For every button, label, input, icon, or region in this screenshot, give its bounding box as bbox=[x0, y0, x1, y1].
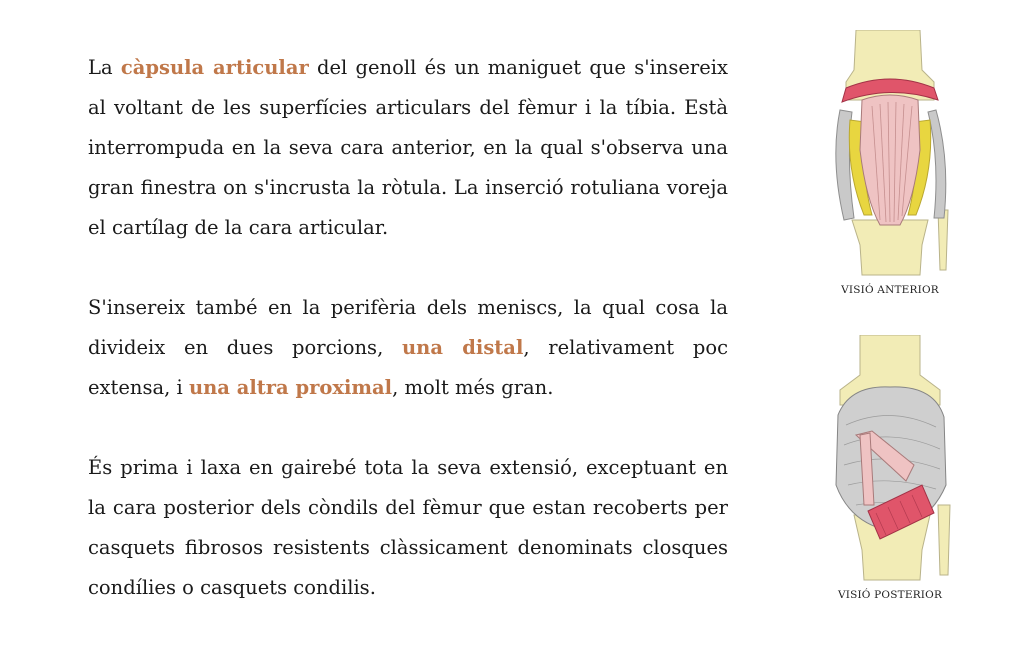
text-segment: És prima i laxa en gairebé tota la seva extensió, exceptuant en la cara posterior dels còndils del fèmur que estan recoberts per casquets fibrosos resistents clàssicament denominats closques condílies o casquets condilis. bbox=[88, 456, 728, 599]
paragraph-1 bbox=[88, 48, 728, 248]
highlight-capsula-articular: càpsula articular bbox=[120, 56, 309, 79]
text-segment: del genoll és un maniguet que s'insereix al voltant de les superfícies articulars del fèmur i la tíbia. Està interrompuda en la seva cara anterior, en la qual s'observa una gran finestra on s'incrusta la ròtula. La inserció rotuliana voreja el cartílag de la cara articular. bbox=[88, 56, 728, 239]
caption-anterior: VISIÓ ANTERIOR bbox=[841, 284, 939, 296]
paragraph-3 bbox=[88, 448, 728, 608]
knee-anterior-illustration-icon bbox=[810, 30, 970, 280]
text-segment: , relativament poc extensa, i bbox=[88, 336, 728, 399]
text-segment: , molt més gran. bbox=[392, 376, 554, 399]
highlight-una-distal: una distal bbox=[401, 336, 524, 359]
paragraph-2 bbox=[88, 288, 728, 408]
figure-anterior bbox=[780, 30, 1000, 296]
figure-posterior bbox=[780, 335, 1000, 601]
article-text bbox=[88, 48, 728, 648]
text-segment: S'insereix també en la perifèria dels meniscs, la qual cosa la divideix en dues porcions, bbox=[88, 296, 728, 359]
knee-posterior-illustration-icon bbox=[810, 335, 970, 585]
text-segment: La bbox=[88, 56, 121, 79]
highlight-una-altra-proximal: una altra proximal bbox=[188, 376, 393, 399]
caption-posterior: VISIÓ POSTERIOR bbox=[837, 589, 943, 601]
